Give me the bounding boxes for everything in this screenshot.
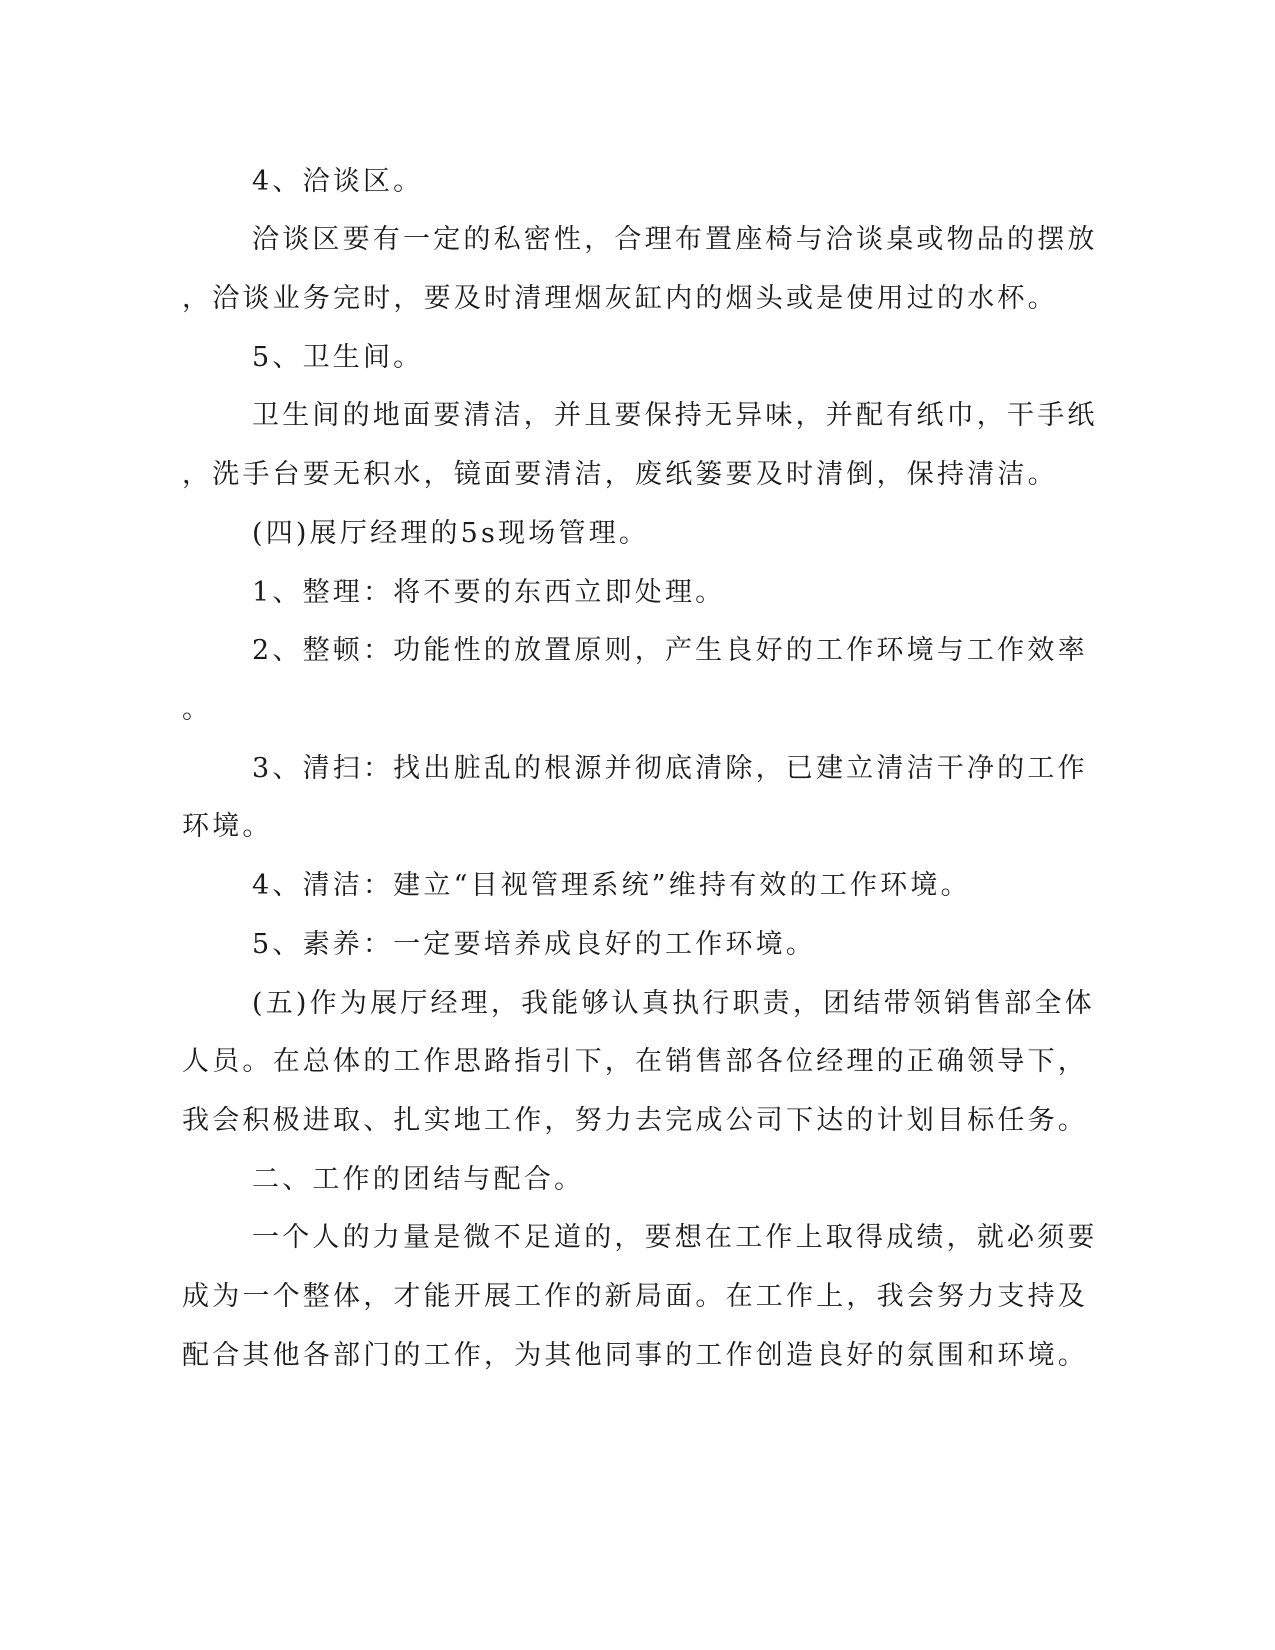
paragraph-line: 。 <box>182 694 213 725</box>
list-item: 1、整理：将不要的东西立即处理。 <box>252 577 726 608</box>
paragraph-line: 一个人的力量是微不足道的，要想在工作上取得成绩，就必须要 <box>252 1222 1098 1253</box>
section-heading-restroom: 5、卫生间。 <box>252 342 424 373</box>
section-heading-5s-management: (四)展厅经理的5s现场管理。 <box>252 518 650 549</box>
paragraph-line: 我会积极进取、扎实地工作，努力去完成公司下达的计划目标任务。 <box>182 1105 1088 1136</box>
paragraph-line: (五)作为展厅经理，我能够认真执行职责，团结带领销售部全体 <box>252 988 1095 1019</box>
paragraph-line: 洽谈区要有一定的私密性，合理布置座椅与洽谈桌或物品的摆放 <box>252 224 1098 255</box>
list-item: 2、整顿：功能性的放置原则，产生良好的工作环境与工作效率 <box>252 635 1088 666</box>
section-heading-negotiation-area: 4、洽谈区。 <box>252 166 424 197</box>
paragraph-line: 人员。在总体的工作思路指引下，在销售部各位经理的正确领导下， <box>182 1046 1088 1077</box>
paragraph-line: 配合其他各部门的工作，为其他同事的工作创造良好的氛围和环境。 <box>182 1340 1088 1371</box>
paragraph-line: ，洽谈业务完时，要及时清理烟灰缸内的烟头或是使用过的水杯。 <box>182 283 1058 314</box>
paragraph-line: 环境。 <box>182 811 273 842</box>
paragraph-line: ，洗手台要无积水，镜面要清洁，废纸篓要及时清倒，保持清洁。 <box>182 459 1058 490</box>
paragraph-line: 成为一个整体，才能开展工作的新局面。在工作上，我会努力支持及 <box>182 1281 1088 1312</box>
list-item: 5、素养：一定要培养成良好的工作环境。 <box>252 929 816 960</box>
list-item: 3、清扫：找出脏乱的根源并彻底清除，已建立清洁干净的工作 <box>252 753 1088 784</box>
list-item: 4、清洁：建立“目视管理系统”维持有效的工作环境。 <box>252 870 971 901</box>
section-heading-teamwork: 二、工作的团结与配合。 <box>252 1164 585 1195</box>
paragraph-line: 卫生间的地面要清洁，并且要保持无异味，并配有纸巾，干手纸 <box>252 400 1098 431</box>
